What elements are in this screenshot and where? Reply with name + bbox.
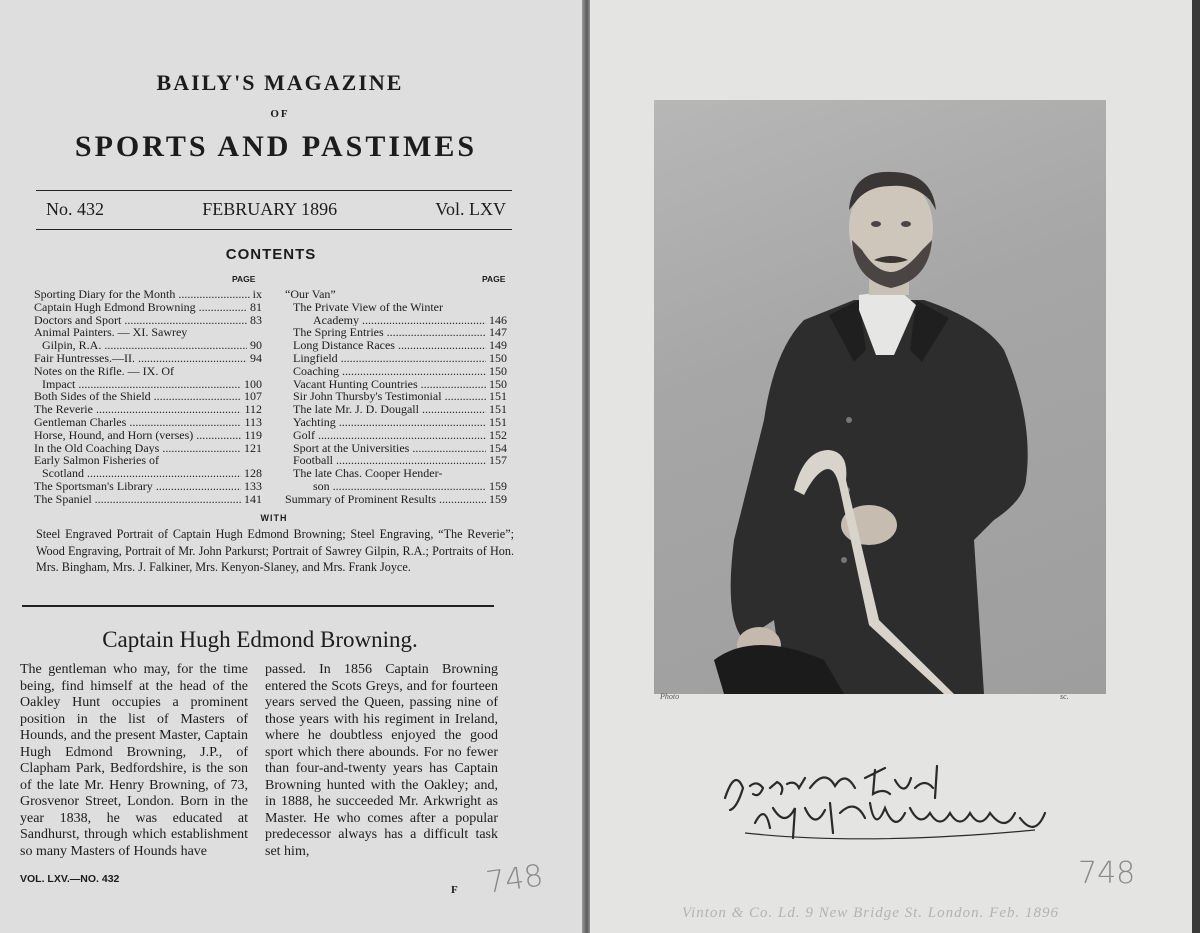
contents-entry-page: 112 — [244, 402, 262, 417]
contents-entry — [34, 416, 262, 429]
contents-entry-title: Sir John Thursby's Testimonial ..... — [285, 390, 486, 403]
contents-entry — [285, 339, 507, 352]
contents-entry — [285, 378, 507, 391]
contents-entry — [285, 365, 507, 378]
contents-entry — [34, 288, 262, 301]
contents-entry-page: 151 — [489, 414, 507, 429]
page-label-left: PAGE — [232, 274, 256, 284]
contents-entry-title: Fair Huntresses.—II. ..... — [34, 352, 247, 365]
contents-entry-title: Both Sides of the Shield ..... — [34, 390, 241, 403]
contents-entry-title: Impact ..... — [34, 378, 241, 391]
contents-heading: CONTENTS — [225, 246, 317, 263]
contents-entry — [285, 326, 507, 339]
contents-entry-title: Doctors and Sport ..... — [34, 314, 247, 327]
contents-entry-title: Horse, Hound, and Horn (verses) ..... — [34, 429, 241, 442]
contents-entry-title: Early Salmon Fisheries of — [34, 454, 159, 468]
article-column-2: passed. In 1856 Captain Browning entered the Scots Greys, and for fourteen years served the Queen, passing nine of those years with his regiment in Ireland, where he doubtless enjoyed the good sport which there abounds. For no fewer than four-and-twenty years has Captain Browning hunted with the Oakley; and, in 1888, he succeeded Mr. Arkwright as Master. He who comes after a popular predecessor always has a difficult task set him, — [265, 662, 498, 859]
contents-right-column — [285, 288, 507, 506]
contents-entry-title: Long Distance Races ..... — [285, 339, 486, 352]
contents-entry-page: 121 — [244, 440, 262, 455]
contents-entry — [34, 301, 262, 314]
contents-entry — [34, 339, 262, 352]
contents-entry-page: 113 — [244, 414, 262, 429]
contents-entry-title: Sport at the Universities ..... — [285, 442, 486, 455]
contents-entry — [285, 301, 507, 314]
contents-entry-title: Academy ..... — [285, 314, 486, 327]
contents-entry — [34, 390, 262, 403]
contents-entry-page: 83 — [250, 312, 262, 327]
contents-entry-title: Lingfield ..... — [285, 352, 486, 365]
illustrations-list: Steel Engraved Portrait of Captain Hugh Edmond Browning; Steel Engraving, “The Reverie”; Wood Engraving, Portrait of Mr. John Parkurst; Portrait of Sawrey Gilpin, R.A.; Portraits of Hon. Mrs. Bingham, Mrs. J. Falkiner, Mrs. Kenyon-Slaney, and Mrs. Frank Joyce. — [36, 527, 514, 574]
contents-entry-page: 157 — [489, 453, 507, 468]
contents-entry — [285, 467, 507, 480]
contents-entry-title: Football ..... — [285, 454, 486, 467]
printer-imprint: Vinton & Co. Ld. 9 New Bridge St. London. Feb. 1896 — [682, 905, 1059, 921]
contents-entry-title: Summary of Prominent Results ..... — [285, 493, 486, 506]
contents-entry-title: The late Mr. J. D. Dougall ..... — [285, 403, 486, 416]
contents-entry — [34, 403, 262, 416]
contents-entry — [285, 390, 507, 403]
contents-entry-title: Sporting Diary for the Month ..... — [34, 288, 250, 301]
masthead-subtitle: SPORTS AND PASTIMES — [74, 130, 478, 163]
masthead-of: OF — [270, 108, 290, 120]
contents-left-column — [34, 288, 262, 506]
article-column-1: The gentleman who may, for the time being, find himself at the head of the Oakley Hunt occupies a prominent position in the list of Masters of Hounds, and the present Master, Captain Hugh Edmond Browning, J.P., of Clapham Park, Bedfordshire, is the son of the late Mr. Henry Browning, of 73, Grosvenor Street, London. Born in the year 1838, he was educated at Sandhurst, through which establishment so many Masters of Hounds have — [20, 662, 248, 859]
contents-entry-title: In the Old Coaching Days ..... — [34, 442, 241, 455]
contents-entry-page — [504, 288, 507, 301]
contents-entry — [34, 314, 262, 327]
contents-entry-page: 151 — [489, 402, 507, 417]
issue-line — [46, 199, 506, 220]
contents-entry — [285, 352, 507, 365]
contents-entry — [34, 467, 262, 480]
article-title: Captain Hugh Edmond Browning. — [102, 627, 418, 652]
contents-entry-title: The Spaniel ..... — [34, 493, 241, 506]
contents-entry-title: Yachting ..... — [285, 416, 486, 429]
contents-entry — [285, 454, 507, 467]
contents-entry — [34, 326, 262, 339]
contents-entry-page: 146 — [489, 312, 507, 327]
contents-entry-page — [504, 301, 507, 314]
top-rule — [36, 190, 512, 191]
contents-entry-page: 150 — [489, 350, 507, 365]
contents-entry — [285, 480, 507, 493]
contents-entry-title: Gilpin, R.A. ..... — [34, 339, 247, 352]
contents-entry-title: Gentleman Charles ..... — [34, 416, 241, 429]
handwritten-signature — [715, 758, 1075, 848]
contents-entry-page: 100 — [244, 376, 262, 391]
masthead-title: BAILY'S MAGAZINE — [156, 70, 404, 95]
contents-entry-page: 152 — [489, 427, 507, 442]
contents-entry-title: Coaching ..... — [285, 365, 486, 378]
contents-entry-title: The Sportsman's Library ..... — [34, 480, 241, 493]
left-page — [0, 0, 586, 933]
contents-entry-page: ix — [252, 287, 262, 301]
contents-entry — [34, 352, 262, 365]
contents-entry-title: Captain Hugh Edmond Browning ..... — [34, 301, 247, 314]
contents-entry-page: 147 — [489, 325, 507, 340]
contents-entry-title: The Reverie ..... — [34, 403, 241, 416]
footer-volume: VOL. LXV.—NO. 432 — [20, 873, 120, 885]
portrait-engraving — [654, 100, 1106, 694]
contents-entry-title: The Private View of the Winter — [293, 300, 443, 314]
contents-entry-page: 107 — [244, 389, 262, 404]
contents-entry — [34, 365, 262, 378]
pencil-number-right: 748 — [1078, 856, 1136, 891]
contents-entry-page — [259, 365, 262, 378]
contents-entry-page: 81 — [250, 299, 262, 314]
contents-entry-title: Animal Painters. — XI. Sawrey — [34, 326, 188, 340]
contents-entry-page: 128 — [244, 466, 262, 481]
contents-entry-page: 119 — [244, 427, 262, 442]
contents-entry-title: son ..... — [285, 480, 486, 493]
contents-entry-title: Scotland ..... — [34, 467, 241, 480]
contents-entry-title: The late Chas. Cooper Hender- — [293, 467, 443, 480]
signature-mark: F — [451, 884, 458, 896]
contents-entry — [285, 403, 507, 416]
contents-entry — [285, 493, 507, 506]
contents-entry-title: “Our Van” — [285, 288, 336, 301]
portrait-plate — [654, 100, 1106, 694]
article-rule — [22, 605, 494, 607]
contents-entry — [285, 288, 507, 301]
issue-volume: Vol. LXV — [435, 199, 506, 219]
contents-entry-page: 151 — [489, 389, 507, 404]
issue-date: FEBRUARY 1896 — [202, 199, 338, 219]
contents-entry — [34, 454, 262, 467]
contents-entry — [34, 429, 262, 442]
contents-entry-page: 149 — [489, 338, 507, 353]
contents-entry-page: 159 — [489, 491, 507, 506]
contents-entry-page: 133 — [244, 478, 262, 493]
page-label-right: PAGE — [482, 274, 506, 284]
contents-entry — [285, 314, 507, 327]
pencil-number-left: 748 — [483, 858, 546, 901]
contents-entry-title: Notes on the Rifle. — IX. Of — [34, 364, 174, 378]
engraver-credit: sc. — [1060, 692, 1069, 701]
contents-entry — [285, 429, 507, 442]
contents-entry-page: 94 — [250, 350, 262, 365]
page-edge — [1192, 0, 1200, 933]
contents-entry-page: 150 — [489, 363, 507, 378]
contents-entry-title: Golf ..... — [285, 429, 486, 442]
photo-credit: Photo — [660, 692, 680, 701]
with-heading: WITH — [260, 513, 288, 523]
contents-entry — [34, 480, 262, 493]
contents-entry — [34, 442, 262, 455]
issue-number: No. 432 — [46, 199, 104, 219]
contents-entry-title: The Spring Entries ..... — [285, 326, 486, 339]
bottom-rule — [36, 229, 512, 230]
contents-entry-page: 150 — [489, 376, 507, 391]
contents-entry-page: 90 — [250, 338, 262, 353]
contents-entry-page: 154 — [489, 440, 507, 455]
contents-entry-page: 159 — [489, 478, 507, 493]
contents-entry — [34, 378, 262, 391]
contents-entry — [285, 416, 507, 429]
contents-entry-page: 141 — [244, 491, 262, 506]
contents-entry-title: Vacant Hunting Countries ..... — [285, 378, 486, 391]
contents-entry — [34, 493, 262, 506]
contents-entry — [285, 442, 507, 455]
